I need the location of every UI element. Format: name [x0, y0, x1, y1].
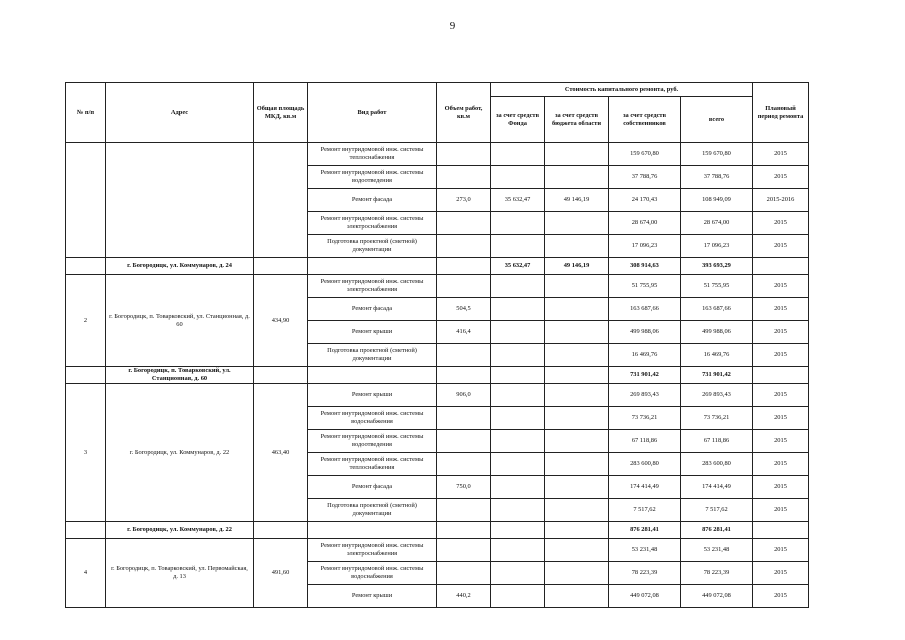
header-address: Адрес	[106, 83, 254, 143]
row-number: 2	[66, 275, 106, 367]
fund-cell	[491, 235, 545, 258]
period-cell: 2015	[753, 212, 809, 235]
volume-cell	[437, 166, 491, 189]
fund-cell	[491, 407, 545, 430]
volume-cell	[437, 235, 491, 258]
subtotal-region-cell	[545, 522, 609, 539]
region-cell	[545, 235, 609, 258]
owners-cell: 7 517,62	[609, 499, 681, 522]
address-cell: г. Богородицк, п. Товарковский, ул. Станционная, д. 60	[106, 275, 254, 367]
total-cell: 449 072,08	[681, 585, 753, 608]
owners-cell: 16 469,76	[609, 344, 681, 367]
work-type-cell: Ремонт фасада	[308, 189, 437, 212]
total-cell: 73 736,21	[681, 407, 753, 430]
work-type-cell: Ремонт фасада	[308, 476, 437, 499]
area-cell: 463,40	[254, 384, 308, 522]
table-body	[66, 143, 809, 608]
header-area: Общая площадь МКД, кв.м	[254, 83, 308, 143]
subtotal-row	[66, 522, 809, 539]
total-cell: 51 755,95	[681, 275, 753, 298]
period-cell: 2015	[753, 539, 809, 562]
subtotal-volume-empty-cell	[437, 367, 491, 384]
region-cell	[545, 321, 609, 344]
volume-cell	[437, 453, 491, 476]
owners-cell: 53 231,48	[609, 539, 681, 562]
fund-cell	[491, 585, 545, 608]
region-cell	[545, 344, 609, 367]
capital-repair-table	[65, 82, 809, 608]
row-number: 4	[66, 539, 106, 608]
total-cell: 499 988,06	[681, 321, 753, 344]
period-cell: 2015	[753, 384, 809, 407]
subtotal-fund-cell	[491, 522, 545, 539]
volume-cell	[437, 539, 491, 562]
owners-cell: 159 670,80	[609, 143, 681, 166]
address-cell: г. Богородицк, ул. Коммунаров, д. 22	[106, 384, 254, 522]
fund-cell	[491, 166, 545, 189]
work-type-cell: Ремонт внутридомовой инж. системы теплоснабжения	[308, 143, 437, 166]
volume-cell: 440,2	[437, 585, 491, 608]
owners-cell: 24 170,43	[609, 189, 681, 212]
period-cell: 2015	[753, 585, 809, 608]
subtotal-label: г. Богородицк, ул. Коммунаров, д. 24	[106, 258, 254, 275]
subtotal-empty-cell	[66, 367, 106, 384]
area-cell: 491,60	[254, 539, 308, 608]
total-cell: 37 788,76	[681, 166, 753, 189]
region-cell	[545, 539, 609, 562]
header-cost-group: Стоимость капитального ремонта, руб.	[491, 83, 753, 97]
volume-cell	[437, 344, 491, 367]
total-cell: 16 469,76	[681, 344, 753, 367]
subtotal-fund-cell	[491, 367, 545, 384]
subtotal-area-empty-cell	[254, 522, 308, 539]
period-cell: 2015	[753, 344, 809, 367]
period-cell: 2015	[753, 166, 809, 189]
area-cell	[254, 143, 308, 258]
period-cell: 2015-2016	[753, 189, 809, 212]
subtotal-owners-cell: 731 901,42	[609, 367, 681, 384]
subtotal-work-empty-cell	[308, 522, 437, 539]
period-cell: 2015	[753, 562, 809, 585]
work-type-cell: Ремонт внутридомовой инж. системы водоснабжения	[308, 562, 437, 585]
subtotal-empty-cell	[66, 258, 106, 275]
owners-cell: 17 096,23	[609, 235, 681, 258]
work-type-cell: Ремонт крыши	[308, 384, 437, 407]
subtotal-region-cell: 49 146,19	[545, 258, 609, 275]
region-cell	[545, 430, 609, 453]
period-cell: 2015	[753, 407, 809, 430]
table-row	[66, 539, 809, 562]
fund-cell	[491, 453, 545, 476]
total-cell: 7 517,62	[681, 499, 753, 522]
subtotal-row	[66, 367, 809, 384]
total-cell: 108 949,09	[681, 189, 753, 212]
page-number: 9	[449, 20, 456, 32]
owners-cell: 37 788,76	[609, 166, 681, 189]
subtotal-work-empty-cell	[308, 367, 437, 384]
owners-cell: 51 755,95	[609, 275, 681, 298]
region-cell	[545, 384, 609, 407]
table-row	[66, 275, 809, 298]
fund-cell	[491, 275, 545, 298]
subtotal-owners-cell: 876 281,41	[609, 522, 681, 539]
fund-cell	[491, 344, 545, 367]
owners-cell: 67 118,86	[609, 430, 681, 453]
header-volume: Объем работ, кв.м	[437, 83, 491, 143]
header-owners: за счет средств собственников	[609, 97, 681, 143]
volume-cell	[437, 143, 491, 166]
owners-cell: 163 687,66	[609, 298, 681, 321]
subtotal-total-cell: 731 901,42	[681, 367, 753, 384]
owners-cell: 28 674,00	[609, 212, 681, 235]
period-cell: 2015	[753, 275, 809, 298]
volume-cell	[437, 407, 491, 430]
period-cell: 2015	[753, 430, 809, 453]
header-period: Плановый период ремонта	[753, 83, 809, 143]
fund-cell	[491, 430, 545, 453]
area-cell: 434,90	[254, 275, 308, 367]
fund-cell	[491, 384, 545, 407]
subtotal-total-cell: 393 693,29	[681, 258, 753, 275]
owners-cell: 73 736,21	[609, 407, 681, 430]
fund-cell	[491, 499, 545, 522]
work-type-cell: Ремонт внутридомовой инж. системы электроснабжения	[308, 275, 437, 298]
subtotal-empty-cell	[66, 522, 106, 539]
work-type-cell: Ремонт внутридомовой инж. системы водоснабжения	[308, 407, 437, 430]
volume-cell	[437, 212, 491, 235]
volume-cell	[437, 275, 491, 298]
fund-cell	[491, 539, 545, 562]
region-cell: 49 146,19	[545, 189, 609, 212]
row-number	[66, 143, 106, 258]
fund-cell: 35 632,47	[491, 189, 545, 212]
total-cell: 67 118,86	[681, 430, 753, 453]
subtotal-period-empty-cell	[753, 258, 809, 275]
period-cell: 2015	[753, 453, 809, 476]
subtotal-fund-cell: 35 632,47	[491, 258, 545, 275]
volume-cell: 504,5	[437, 298, 491, 321]
total-cell: 283 600,80	[681, 453, 753, 476]
subtotal-total-cell: 876 281,41	[681, 522, 753, 539]
region-cell	[545, 585, 609, 608]
region-cell	[545, 453, 609, 476]
subtotal-label: г. Богородицк, п. Товарковский, ул. Станционная, д. 60	[106, 367, 254, 384]
work-type-cell: Подготовка проектной (сметной) документации	[308, 235, 437, 258]
subtotal-period-empty-cell	[753, 522, 809, 539]
volume-cell	[437, 499, 491, 522]
work-type-cell: Ремонт фасада	[308, 298, 437, 321]
subtotal-work-empty-cell	[308, 258, 437, 275]
owners-cell: 174 414,49	[609, 476, 681, 499]
region-cell	[545, 476, 609, 499]
period-cell: 2015	[753, 321, 809, 344]
volume-cell: 750,0	[437, 476, 491, 499]
fund-cell	[491, 321, 545, 344]
period-cell: 2015	[753, 235, 809, 258]
total-cell: 28 674,00	[681, 212, 753, 235]
work-type-cell: Подготовка проектной (сметной) документации	[308, 499, 437, 522]
fund-cell	[491, 298, 545, 321]
region-cell	[545, 562, 609, 585]
row-number: 3	[66, 384, 106, 522]
table-row	[66, 384, 809, 407]
region-cell	[545, 212, 609, 235]
address-cell: г. Богородицк, п. Товарковский, ул. Первомайская, д. 13	[106, 539, 254, 608]
owners-cell: 449 072,08	[609, 585, 681, 608]
owners-cell: 269 893,43	[609, 384, 681, 407]
volume-cell: 273,0	[437, 189, 491, 212]
region-cell	[545, 275, 609, 298]
fund-cell	[491, 562, 545, 585]
table-row	[66, 143, 809, 166]
total-cell: 163 687,66	[681, 298, 753, 321]
fund-cell	[491, 143, 545, 166]
period-cell: 2015	[753, 499, 809, 522]
work-type-cell: Ремонт крыши	[308, 585, 437, 608]
fund-cell	[491, 212, 545, 235]
subtotal-area-empty-cell	[254, 258, 308, 275]
subtotal-volume-empty-cell	[437, 522, 491, 539]
subtotal-period-empty-cell	[753, 367, 809, 384]
work-type-cell: Ремонт внутридомовой инж. системы водоотведения	[308, 430, 437, 453]
work-type-cell: Подготовка проектной (сметной) документации	[308, 344, 437, 367]
region-cell	[545, 298, 609, 321]
period-cell: 2015	[753, 298, 809, 321]
volume-cell: 906,0	[437, 384, 491, 407]
owners-cell: 283 600,80	[609, 453, 681, 476]
subtotal-owners-cell: 308 914,63	[609, 258, 681, 275]
work-type-cell: Ремонт крыши	[308, 321, 437, 344]
work-type-cell: Ремонт внутридомовой инж. системы водоотведения	[308, 166, 437, 189]
period-cell: 2015	[753, 476, 809, 499]
region-cell	[545, 143, 609, 166]
total-cell: 78 223,39	[681, 562, 753, 585]
owners-cell: 78 223,39	[609, 562, 681, 585]
total-cell: 17 096,23	[681, 235, 753, 258]
address-cell	[106, 143, 254, 258]
volume-cell	[437, 562, 491, 585]
total-cell: 269 893,43	[681, 384, 753, 407]
work-type-cell: Ремонт внутридомовой инж. системы теплоснабжения	[308, 453, 437, 476]
header-num: № п/п	[66, 83, 106, 143]
volume-cell	[437, 430, 491, 453]
subtotal-area-empty-cell	[254, 367, 308, 384]
work-type-cell: Ремонт внутридомовой инж. системы электроснабжения	[308, 212, 437, 235]
subtotal-label: г. Богородицк, ул. Коммунаров, д. 22	[106, 522, 254, 539]
fund-cell	[491, 476, 545, 499]
total-cell: 53 231,48	[681, 539, 753, 562]
period-cell: 2015	[753, 143, 809, 166]
header-fund: за счет средств Фонда	[491, 97, 545, 143]
header-work-type: Вид работ	[308, 83, 437, 143]
volume-cell: 416,4	[437, 321, 491, 344]
region-cell	[545, 166, 609, 189]
owners-cell: 499 988,06	[609, 321, 681, 344]
header-region: за счет средств бюджета области	[545, 97, 609, 143]
subtotal-volume-empty-cell	[437, 258, 491, 275]
work-type-cell: Ремонт внутридомовой инж. системы электроснабжения	[308, 539, 437, 562]
header-total: всего	[681, 97, 753, 143]
subtotal-region-cell	[545, 367, 609, 384]
region-cell	[545, 407, 609, 430]
total-cell: 174 414,49	[681, 476, 753, 499]
total-cell: 159 670,80	[681, 143, 753, 166]
region-cell	[545, 499, 609, 522]
subtotal-row	[66, 258, 809, 275]
